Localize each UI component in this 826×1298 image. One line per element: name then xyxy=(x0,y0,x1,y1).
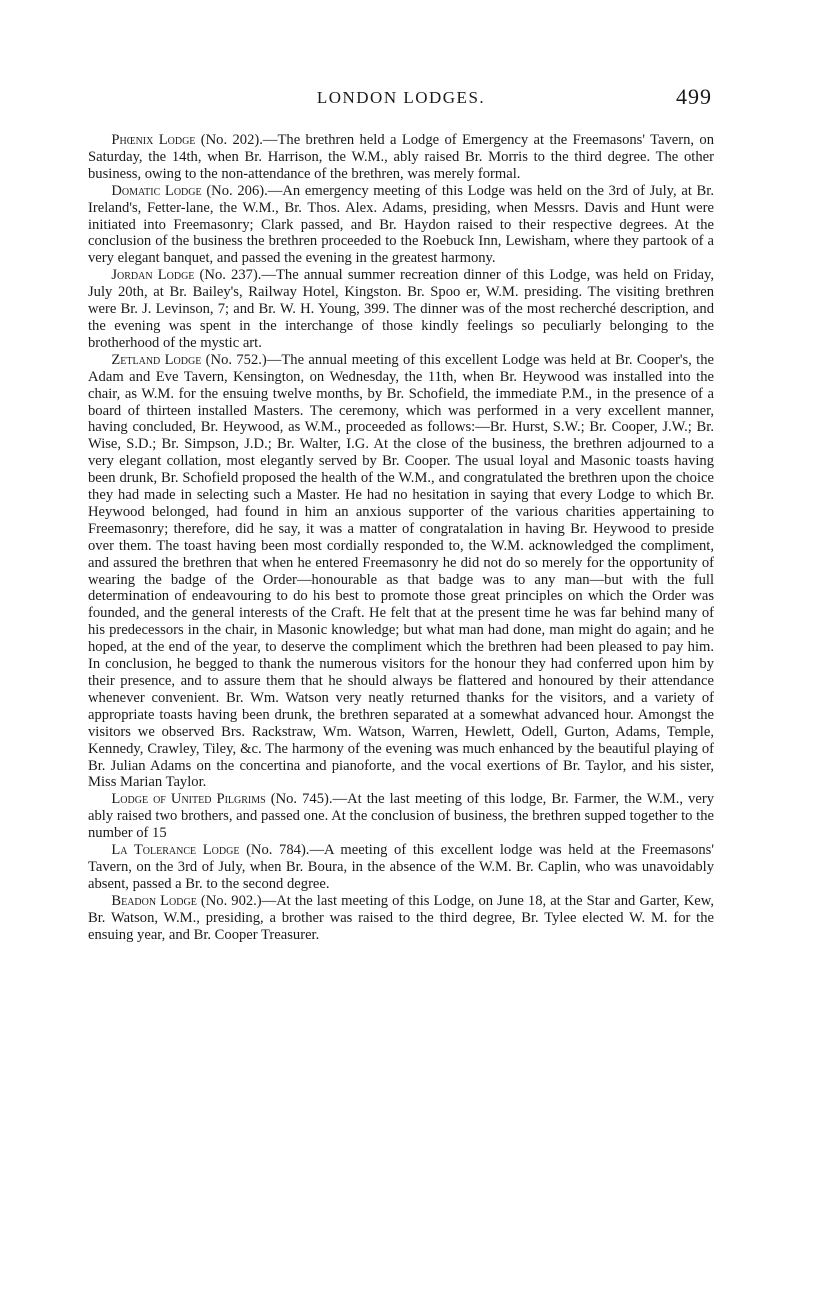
paragraph-domatic-lodge xyxy=(88,183,714,268)
lodge-name: Beadon Lodge xyxy=(111,892,197,909)
paragraph-la-tolerance-lodge xyxy=(88,842,714,893)
page xyxy=(88,84,714,944)
page-number: 499 xyxy=(676,84,712,109)
running-head xyxy=(88,84,714,114)
lodge-name: La Tolerance Lodge xyxy=(111,842,240,859)
paragraph-text: (No. 206).—An emergency meeting of this Lodge was held on the 3rd of July, at Br. Ireland's, Fetter-lane, the W.M., Br. Thos. Alex. Adams, presiding, when Messrs. Davis and Hunt were initiated into Freemasonry; Clark passed, and Br. Haydon raised to their respective degrees. At the conclusion of the business the brethren proceeded to the Roebuck Inn, Lewisham, where they partook of a very elegant banquet, and passed the evening in the greatest harmony. xyxy=(88,182,714,267)
lodge-name: Zetland Lodge xyxy=(111,351,202,368)
lodge-name: Lodge of United Pilgrims xyxy=(111,791,266,808)
paragraph-text: (No. 237).—The annual summer recreation dinner of this Lodge, was held on Friday, July 20th, at Br. Bailey's, Railway Hotel, Kingston. Br. Spoo er, W.M. presiding. The visiting brethren were Br. J. Levinson, 7; and Br. W. H. Young, 399. The dinner was of the most recherché description, and the evening was spent in the interchange of those kindly feelings so peculiarly belonging to the brotherhood of the mystic art. xyxy=(88,267,714,351)
paragraph-text: (No. 784).—A meeting of this excellent lodge was held at the Freemasons' Tavern, on the 3rd of July, when Br. Boura, in the absence of the W.M. Br. Caplin, who was unavoidably absent, passed a Br. to the second degree. xyxy=(88,842,714,892)
paragraph-text: (No. 202).—The brethren held a Lodge of Emergency at the Freemasons' Tavern, on Saturday, the 14th, when Br. Harrison, the W.M., ably raised Br. Morris to the third degree. The other business, owing to the non-attendance of the brethren, was merely formal. xyxy=(88,132,714,182)
paragraph-text: (No. 752.)—The annual meeting of this excellent Lodge was held at Br. Cooper's, the Adam and Eve Tavern, Kensington, on Wednesday, the 11th, when Br. Heywood was installed into the chair, as W.M. for the ensuing twelve months, by Br. Schofield, the immediate P.M., in the presence of a board of thirteen installed Masters. The ceremony, which was performed in a very excellent manner, having concluded, Br. Heywood, as W.M., proceeded as follows:—Br. Hurst, S.W.; Br. Cooper, J.W.; Br. Wise, S.D.; Br. Simpson, J.D.; Br. Walter, I.G. At the close of the business, the brethren adjourned to a very elegant collation, most elegantly served by Br. Cooper. The usual loyal and Masonic toasts having been drunk, Br. Schofield proposed the health of the W.M., and congratulated the brethren upon the choice they had made in selecting such a Master. He had no hesitation in saying that every Lodge to which Br. Heywood belonged, had found in him an anxious supporter of the various charities appertaining to Freemasonry; therefore, did he say, it was a matter of congratalation in having Br. Heywood to preside over them. The toast having been most cordially responded to, the W.M. acknowledged the compliment, and assured the brethren that when he entered Freemasonry he did not do so merely for the opportunity of wearing the badge of the Order—honourable as that badge was to any man—but with the full determination of endeavouring to do his best to promote those great principles on which the Order was founded, and the general interests of the Craft. He felt that at the present time he was far behind many of his predecessors in the chair, in Masonic knowledge; but what man had done, man might do again; and he hoped, at the end of the year, to deserve the compliment which the brethren had been pleased to pay him. In conclusion, he begged to thank the numerous visitors for the honour they had conferred upon him by their presence, and to assure them that he should always be flattered and honoured by their attendance whenever convenient. Br. Wm. Watson very neatly returned thanks for the visitors, and a variety of appropriate toasts having been drunk, the brethren separated at a somewhat advanced hour. Amongst the visitors we observed Brs. Rackstraw, Wm. Watson, Warren, Hewlett, Odell, Gurton, Adams, Temple, Kennedy, Crawley, Tiley, &c. The harmony of the evening was much enhanced by the beautiful playing of Br. Julian Adams on the concertina and pianoforte, and the vocal exertions of Br. Taylor, and his sister, Miss Marian Taylor. xyxy=(88,351,714,791)
paragraph-beadon-lodge xyxy=(88,893,714,944)
lodge-name: Phœnix Lodge xyxy=(111,132,196,148)
lodge-name: Domatic Lodge xyxy=(111,182,202,199)
paragraph-jordan-lodge xyxy=(88,267,714,352)
lodge-name: Jordan Lodge xyxy=(111,267,195,284)
paragraph-text: (No. 745).—At the last meeting of this lodge, Br. Farmer, the W.M., very ably raised two brothers, and passed one. At the conclusion of business, the brethren supped together to the number of 15 xyxy=(88,791,714,842)
paragraph-zetland-lodge xyxy=(88,352,714,792)
paragraph-phoenix-lodge xyxy=(88,132,714,183)
page-title: LONDON LODGES. xyxy=(316,88,486,107)
paragraph-united-pilgrims-lodge xyxy=(88,791,714,842)
paragraph-text: (No. 902.)—At the last meeting of this Lodge, on June 18, at the Star and Garter, Kew, Br. Watson, W.M., presiding, a brother was raised to the third degree, Br. Tylee elected W. M. for the ensuing year, and Br. Cooper Treasurer. xyxy=(88,892,714,943)
